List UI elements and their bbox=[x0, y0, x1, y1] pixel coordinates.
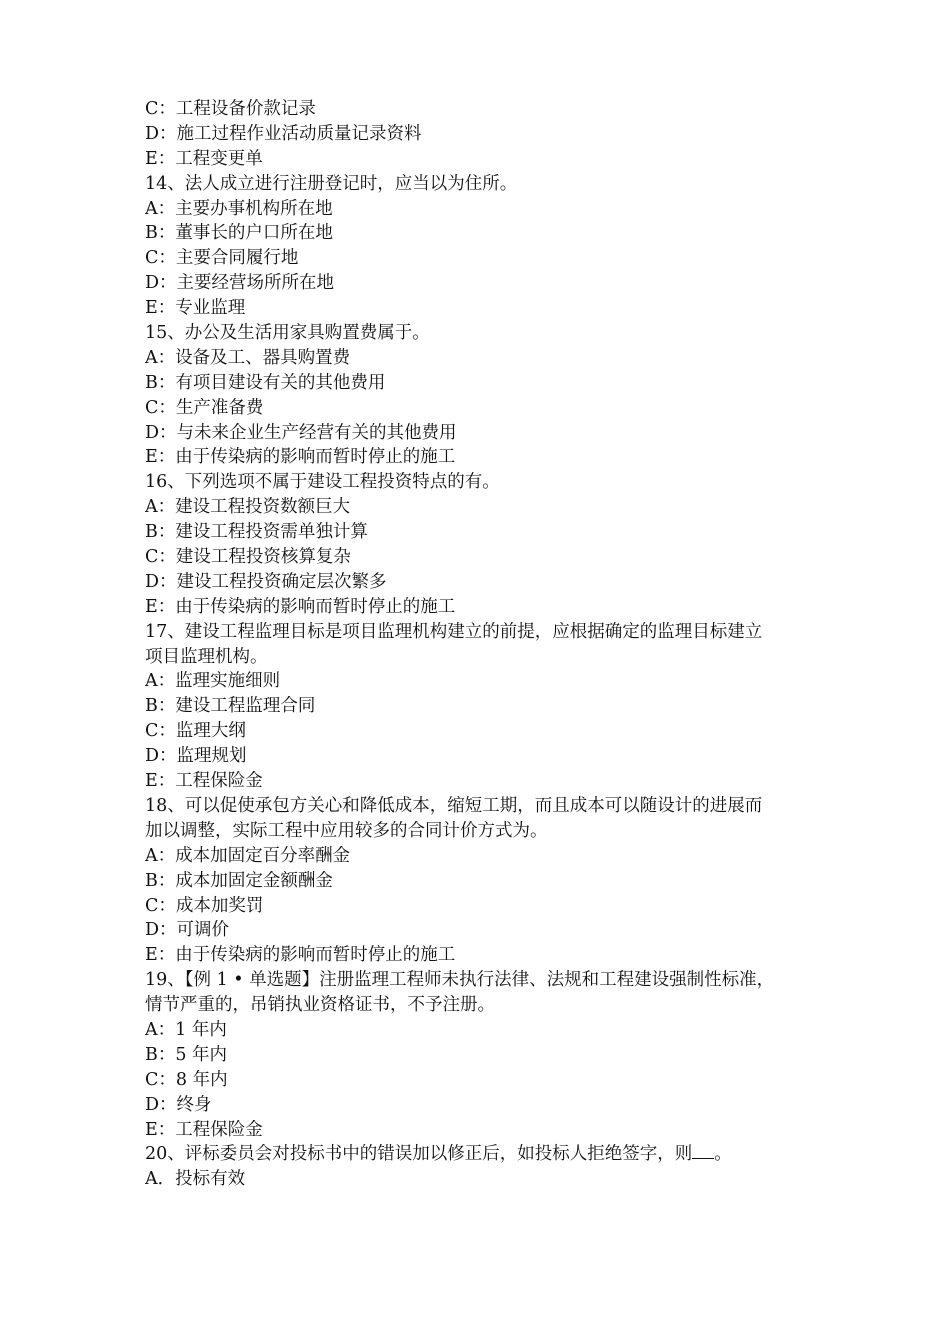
option-line: B：成本加固定金额酬金 bbox=[145, 870, 333, 891]
option-line: E：工程保险金 bbox=[145, 771, 263, 792]
question-16: 16、下列选项不属于建设工程投资特点的有。 bbox=[145, 472, 500, 493]
question-18-cont: 加以调整，实际工程中应用较多的合同计价方式为。 bbox=[145, 820, 548, 841]
option-line: D：终身 bbox=[145, 1094, 212, 1115]
option-line: B：建设工程投资需单独计算 bbox=[145, 522, 368, 543]
option-line: A：建设工程投资数额巨大 bbox=[145, 497, 351, 518]
question-17: 17、建设工程监理目标是项目监理机构建立的前提，应根据确定的监理目标建立 bbox=[145, 621, 763, 642]
option-line: A．投标有效 bbox=[145, 1169, 246, 1190]
option-line: C：主要合同履行地 bbox=[145, 248, 299, 269]
option-line: D：与未来企业生产经营有关的其他费用 bbox=[145, 422, 457, 443]
option-line: E：由于传染病的影响而暂时停止的施工 bbox=[145, 945, 456, 966]
question-19: 19、【例 1 • 单选题】注册监理工程师未执行法律、法规和工程建设强制性标准， bbox=[145, 970, 775, 991]
option-line: C：生产准备费 bbox=[145, 397, 264, 418]
option-line: A：1 年内 bbox=[145, 1019, 227, 1040]
option-line: D：监理规划 bbox=[145, 746, 247, 767]
text-line: D：施工过程作业活动质量记录资料 bbox=[145, 123, 422, 144]
option-line: E：由于传染病的影响而暂时停止的施工 bbox=[145, 596, 456, 617]
question-15: 15、办公及生活用家具购置费属于。 bbox=[145, 323, 430, 344]
option-line: A：成本加固定百分率酬金 bbox=[145, 845, 351, 866]
option-line: D：建设工程投资确定层次繁多 bbox=[145, 571, 387, 592]
option-line: C：监理大纲 bbox=[145, 721, 246, 742]
question-14: 14、法人成立进行注册登记时，应当以为住所。 bbox=[145, 173, 518, 194]
option-line: B：有项目建设有关的其他费用 bbox=[145, 372, 386, 393]
question-20-end: 。 bbox=[714, 1144, 732, 1165]
option-line: D：主要经营场所所在地 bbox=[145, 273, 335, 294]
option-line: C：建设工程投资核算复杂 bbox=[145, 547, 351, 568]
question-20-text: 20、评标委员会对投标书中的错误加以修正后，如投标人拒绝签字，则 bbox=[145, 1144, 693, 1165]
option-line: A：监理实施细则 bbox=[145, 671, 281, 692]
answer-blank bbox=[692, 1142, 714, 1159]
option-line: C：成本加奖罚 bbox=[145, 895, 264, 916]
text-line: E：工程变更单 bbox=[145, 148, 263, 169]
document-page bbox=[145, 97, 815, 1192]
text-line: C：工程设备价款记录 bbox=[145, 99, 316, 119]
option-line: E：专业监理 bbox=[145, 298, 246, 319]
option-line: A：主要办事机构所在地 bbox=[145, 198, 333, 219]
question-18: 18、可以促使承包方关心和降低成本，缩短工期，而且成本可以随设计的进展而 bbox=[145, 795, 763, 816]
option-line: D：可调价 bbox=[145, 920, 230, 941]
option-line: C：8 年内 bbox=[145, 1069, 228, 1090]
option-line: B：5 年内 bbox=[145, 1044, 228, 1065]
option-line: B：董事长的户口所在地 bbox=[145, 223, 333, 244]
option-line: B：建设工程监理合同 bbox=[145, 696, 316, 717]
question-20 bbox=[145, 1142, 815, 1167]
option-line: E：工程保险金 bbox=[145, 1119, 263, 1140]
question-17-cont: 项目监理机构。 bbox=[145, 646, 268, 667]
option-line: A：设备及工、器具购置费 bbox=[145, 347, 351, 368]
question-19-cont: 情节严重的，吊销执业资格证书，不予注册。 bbox=[145, 995, 495, 1016]
option-line: E：由于传染病的影响而暂时停止的施工 bbox=[145, 447, 456, 468]
